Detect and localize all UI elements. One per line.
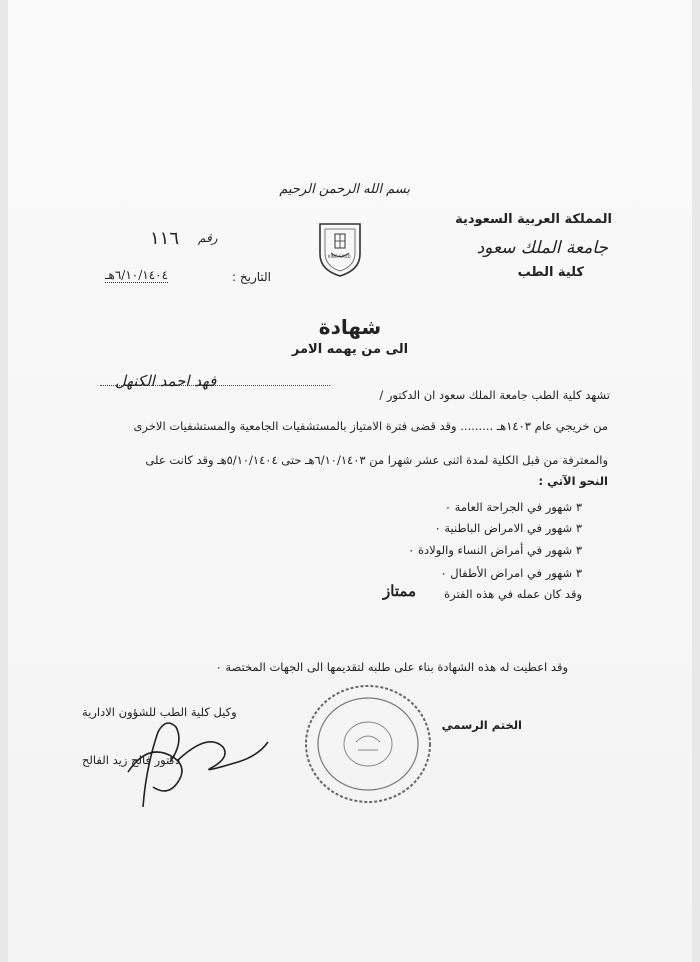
doctor-name: فهد احمد الكنهل — [115, 372, 217, 390]
rotation-item: ٣ شهور في امراض الأطفال ٠ — [440, 566, 582, 580]
university-logo-icon — [305, 218, 375, 280]
date-label: التاريخ : — [232, 270, 272, 284]
org-college: كلية الطب — [517, 265, 584, 280]
date-value: ٦/١٠/١٤٠٤هـ — [105, 268, 169, 282]
document-subtitle: الى من يهمه الامر — [291, 342, 409, 357]
official-seal-label: الختم الرسمي — [441, 718, 522, 732]
body-line-3: والمعترفة من قبل الكلية لمدة اثنى عشر شهرا من ٦/١٠/١٤٠٣هـ حتى ٥/١٠/١٤٠٤هـ وقد كانت على — [145, 453, 608, 467]
grade-value: ممتاز — [383, 582, 417, 600]
rotation-item: ٣ شهور في الجراحة العامة ٠ — [444, 500, 582, 514]
basmala: بسم الله الرحمن الرحيم — [279, 182, 410, 197]
official-stamp-icon — [300, 680, 440, 810]
grade-line: وقد كان عمله في هذه الفترة — [444, 587, 582, 601]
body-line-2: من خريجي عام ١٤٠٣هـ ......... وقد قضى فترة الامتياز بالمستشفيات الجامعية والمستشفيات الاخرى — [133, 419, 608, 433]
org-university: جامعة الملك سعود — [476, 238, 608, 258]
svg-text:KING SAUD: KING SAUD — [328, 254, 351, 259]
page-edge-left — [0, 0, 8, 962]
reference-number: ١١٦ — [150, 228, 180, 249]
document-title: شهادة — [318, 315, 382, 339]
org-country: المملكة العربية السعودية — [455, 212, 612, 227]
body-line-1: تشهد كلية الطب جامعة الملك سعود ان الدكتور / — [379, 388, 610, 402]
rotation-item: ٣ شهور في أمراض النساء والولادة ٠ — [408, 543, 582, 557]
signatory-title: وكيل كلية الطب للشؤون الادارية — [82, 705, 237, 719]
rotation-item: ٣ شهور في الامراض الباطنية ٠ — [434, 521, 582, 535]
page-edge-right — [692, 0, 700, 962]
closing-line: وقد اعطيت له هذه الشهادة بناء على طلبه لتقديمها الى الجهات المختصة ٠ — [215, 660, 568, 674]
body-line-4: النحو الآتي : — [538, 474, 608, 488]
signatory-name: دكتور فالح زيد الفالح — [82, 753, 181, 767]
reference-label: رقم — [198, 231, 218, 245]
